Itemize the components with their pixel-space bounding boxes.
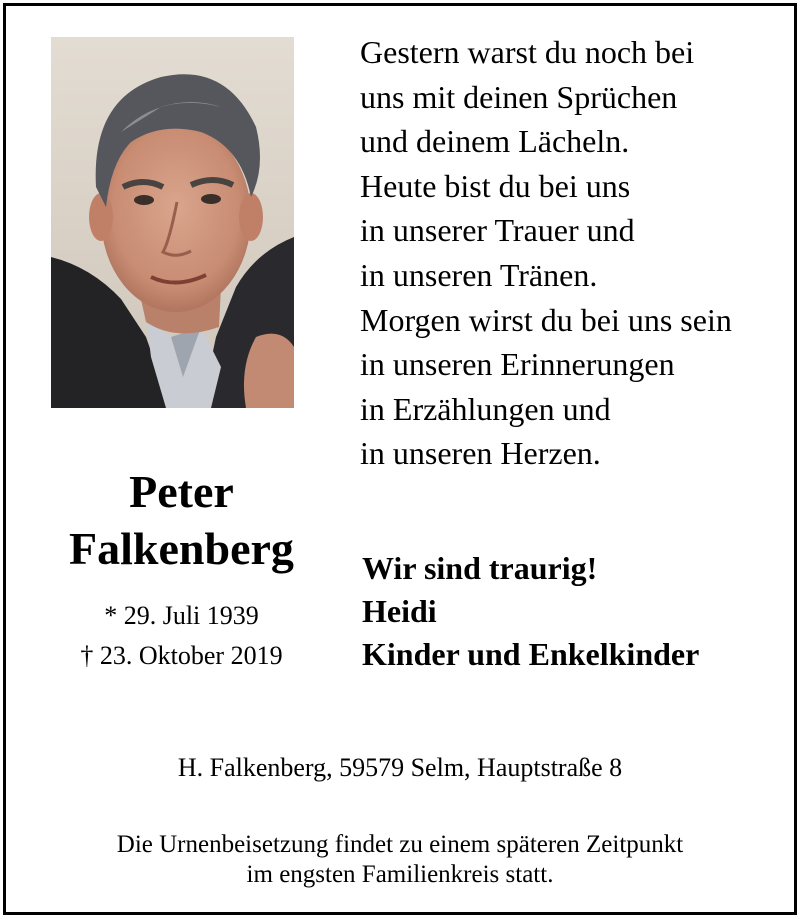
mourners-line: Kinder und Enkelkinder xyxy=(362,636,700,672)
burial-notice xyxy=(0,830,800,890)
poem-line: Gestern warst du noch bei xyxy=(360,34,695,70)
life-dates xyxy=(30,596,333,676)
family-address: H. Falkenberg, 59579 Selm, Hauptstraße 8 xyxy=(177,753,623,782)
birth-date: * 29. Juli 1939 xyxy=(104,601,259,630)
mourners-line: Wir sind traurig! xyxy=(362,550,598,586)
poem-line: Morgen wirst du bei uns sein xyxy=(360,301,732,338)
poem-line: in unseren Tränen. xyxy=(360,256,598,293)
notice-line: im engsten Familienkreis statt. xyxy=(246,861,554,888)
poem-line: und deinem Lächeln. xyxy=(360,123,630,160)
poem-line: Heute bist du bei uns xyxy=(360,167,631,204)
poem-line: in unseren Herzen. xyxy=(360,435,601,472)
portrait-photo xyxy=(51,37,294,408)
poem-line: uns mit deinen Sprüchen xyxy=(360,78,678,115)
mourners-line: Heidi xyxy=(362,593,437,629)
death-date: † 23. Oktober 2019 xyxy=(80,641,283,670)
poem xyxy=(360,30,790,476)
mourners xyxy=(362,547,699,676)
poem-line: in unseren Erinnerungen xyxy=(360,346,675,383)
poem-line: in Erzählungen und xyxy=(360,390,611,427)
deceased-last-name: Falkenberg xyxy=(69,523,294,574)
poem-line: in unserer Trauer und xyxy=(360,212,635,249)
deceased-first-name: Peter xyxy=(129,466,234,517)
notice-line: Die Urnenbeisetzung findet zu einem späteren Zeitpunkt xyxy=(116,831,684,858)
